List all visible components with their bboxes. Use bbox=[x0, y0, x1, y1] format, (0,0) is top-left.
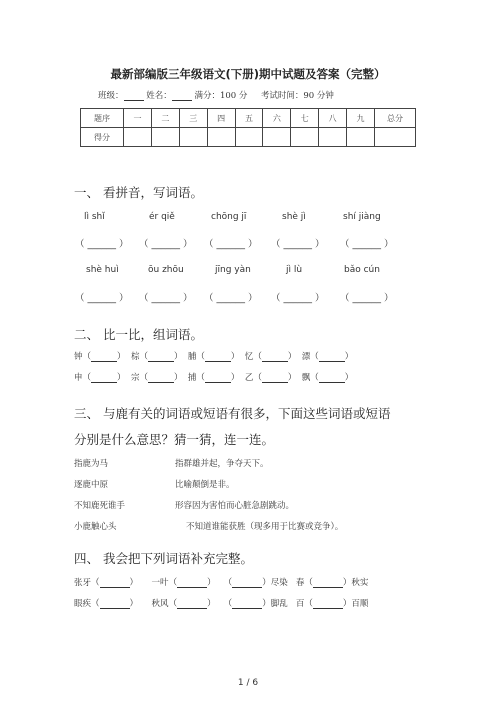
score-header-row bbox=[81, 109, 416, 128]
score-header-cell: 一 bbox=[124, 109, 152, 128]
score-header-cell: 六 bbox=[263, 109, 291, 128]
pinyin: shè jì bbox=[282, 212, 306, 222]
section1-heading: 一、 看拼音，写词语。 bbox=[74, 185, 203, 200]
name-label: 姓名： bbox=[146, 91, 172, 101]
score-header-cell: 七 bbox=[291, 109, 319, 128]
char: 乙 bbox=[244, 373, 254, 383]
class-label: 班级： bbox=[98, 91, 124, 101]
score-value-row bbox=[81, 128, 416, 147]
idiom-part: 一叶 bbox=[151, 578, 169, 588]
match-meaning[interactable]: 比喻颠倒是非。 bbox=[175, 480, 235, 490]
word-blank[interactable] bbox=[148, 373, 174, 383]
idiom-part: 秋实 bbox=[351, 578, 369, 588]
score-header-cell: 九 bbox=[347, 109, 375, 128]
score-header-cell: 总分 bbox=[375, 109, 416, 128]
word-blank[interactable] bbox=[262, 352, 288, 362]
score-cell[interactable] bbox=[347, 128, 375, 147]
section3-heading-cont: 分别是什么意思？猜一猜，连一连。 bbox=[74, 432, 275, 447]
word-blank[interactable] bbox=[319, 373, 345, 383]
full-score: 满分：100 分 bbox=[194, 91, 248, 101]
score-cell[interactable] bbox=[124, 128, 152, 147]
answer-blank[interactable]: （ ______ ） bbox=[204, 293, 258, 304]
compare-row: 钟（ ） 棕（ ） 脯（ ） 忆（ ） 漂（ ） bbox=[74, 352, 354, 362]
pinyin: ōu zhōu bbox=[148, 265, 184, 275]
answer-blank[interactable]: （ ______ ） bbox=[75, 239, 129, 250]
word-blank[interactable] bbox=[91, 352, 117, 362]
char: 钟 bbox=[74, 352, 83, 362]
idiom-part: 脚乱 bbox=[270, 599, 288, 609]
answer-blank[interactable]: （ ______ ） bbox=[271, 293, 325, 304]
word-blank[interactable] bbox=[205, 352, 231, 362]
pinyin: bǎo cún bbox=[344, 265, 380, 275]
score-row-label: 得分 bbox=[81, 128, 124, 147]
score-table bbox=[80, 108, 416, 147]
answer-blank[interactable]: （ ______ ） bbox=[139, 239, 193, 250]
score-header-cell: 八 bbox=[319, 109, 347, 128]
idiom-blank[interactable] bbox=[100, 599, 130, 609]
section4-heading: 四、 我会把下列词语补充完整。 bbox=[74, 551, 253, 566]
exam-info bbox=[98, 89, 334, 101]
idiom-blank[interactable] bbox=[177, 599, 207, 609]
match-meaning[interactable]: 形容因为害怕而心脏急剧跳动。 bbox=[175, 501, 295, 511]
answer-blank[interactable]: （ ______ ） bbox=[340, 293, 394, 304]
char: 脯 bbox=[187, 352, 197, 362]
idiom-row: 眼疾（ ） 秋风（ ） （ ）脚乱 百（ ）百顺 bbox=[74, 599, 369, 609]
exam-time: 考试时间：90 分钟 bbox=[260, 91, 334, 101]
char: 忆 bbox=[244, 352, 254, 362]
answer-blank[interactable]: （ ______ ） bbox=[271, 239, 325, 250]
score-cell[interactable] bbox=[375, 128, 416, 147]
score-header-cell: 三 bbox=[179, 109, 207, 128]
idiom-part: 眼疾 bbox=[74, 599, 92, 609]
idiom-blank[interactable] bbox=[232, 599, 262, 609]
score-header-cell: 五 bbox=[235, 109, 263, 128]
name-blank[interactable] bbox=[172, 91, 192, 101]
idiom-row: 张牙（ ） 一叶（ ） （ ）尽染 春（ ）秋实 bbox=[74, 578, 369, 588]
pinyin: jīng yàn bbox=[215, 265, 251, 275]
pinyin: ér qiě bbox=[149, 212, 175, 222]
idiom-blank[interactable] bbox=[177, 578, 207, 588]
char: 申 bbox=[74, 373, 83, 383]
score-cell[interactable] bbox=[235, 128, 263, 147]
score-cell[interactable] bbox=[291, 128, 319, 147]
page-title: 最新部编版三年级语文(下册)期中试题及答案（完整） bbox=[110, 67, 386, 81]
idiom-part: 张牙 bbox=[74, 578, 92, 588]
idiom-part: 春 bbox=[295, 578, 305, 588]
score-header-cell: 题序 bbox=[81, 109, 124, 128]
char: 棕 bbox=[130, 352, 140, 362]
pinyin: jì lù bbox=[286, 265, 303, 275]
match-term[interactable]: 指鹿为马 bbox=[74, 459, 109, 469]
score-cell[interactable] bbox=[179, 128, 207, 147]
answer-blank[interactable]: （ ______ ） bbox=[340, 239, 394, 250]
score-cell[interactable] bbox=[319, 128, 347, 147]
match-meaning[interactable]: 不知道谁能获胜（现多用于比赛或竞争）。 bbox=[186, 522, 344, 532]
pinyin: chōng jī bbox=[211, 212, 247, 222]
compare-row: 申（ ） 宗（ ） 捕（ ） 乙（ ） 飘（ ） bbox=[74, 373, 354, 383]
word-blank[interactable] bbox=[319, 352, 345, 362]
section2-heading: 二、 比一比，组词语。 bbox=[74, 327, 203, 342]
char: 宗 bbox=[130, 373, 140, 383]
class-blank[interactable] bbox=[124, 91, 144, 101]
score-header-cell: 四 bbox=[207, 109, 235, 128]
idiom-part: 尽染 bbox=[270, 578, 288, 588]
idiom-blank[interactable] bbox=[313, 599, 343, 609]
idiom-part: 百 bbox=[295, 599, 305, 609]
idiom-blank[interactable] bbox=[313, 578, 343, 588]
answer-blank[interactable]: （ ______ ） bbox=[75, 293, 129, 304]
char: 捕 bbox=[187, 373, 197, 383]
answer-blank[interactable]: （ ______ ） bbox=[139, 293, 193, 304]
match-term[interactable]: 小鹿触心头 bbox=[74, 522, 117, 532]
score-cell[interactable] bbox=[263, 128, 291, 147]
section3-heading: 三、 与鹿有关的词语或短语有很多，下面这些词语或短语 bbox=[74, 406, 391, 421]
match-term[interactable]: 不知鹿死谁手 bbox=[74, 501, 126, 511]
idiom-blank[interactable] bbox=[100, 578, 130, 588]
char: 飘 bbox=[301, 373, 311, 383]
char: 漂 bbox=[301, 352, 311, 362]
pinyin: shè huì bbox=[86, 265, 119, 275]
score-cell[interactable] bbox=[207, 128, 235, 147]
idiom-part: 百顺 bbox=[351, 599, 369, 609]
idiom-part: 秋风 bbox=[151, 599, 169, 609]
score-cell[interactable] bbox=[151, 128, 179, 147]
idiom-blank[interactable] bbox=[232, 578, 262, 588]
match-meaning[interactable]: 指群雄并起，争夺天下。 bbox=[175, 459, 269, 469]
pinyin: shí jiàng bbox=[343, 212, 381, 222]
page-number: 1 / 6 bbox=[237, 678, 259, 688]
pinyin: lì shǐ bbox=[84, 212, 105, 222]
word-blank[interactable] bbox=[148, 352, 174, 362]
word-blank[interactable] bbox=[262, 373, 288, 383]
score-header-cell: 二 bbox=[151, 109, 179, 128]
word-blank[interactable] bbox=[205, 373, 231, 383]
word-blank[interactable] bbox=[91, 373, 117, 383]
match-term[interactable]: 逐鹿中原 bbox=[74, 480, 109, 490]
answer-blank[interactable]: （ ______ ） bbox=[204, 239, 258, 250]
